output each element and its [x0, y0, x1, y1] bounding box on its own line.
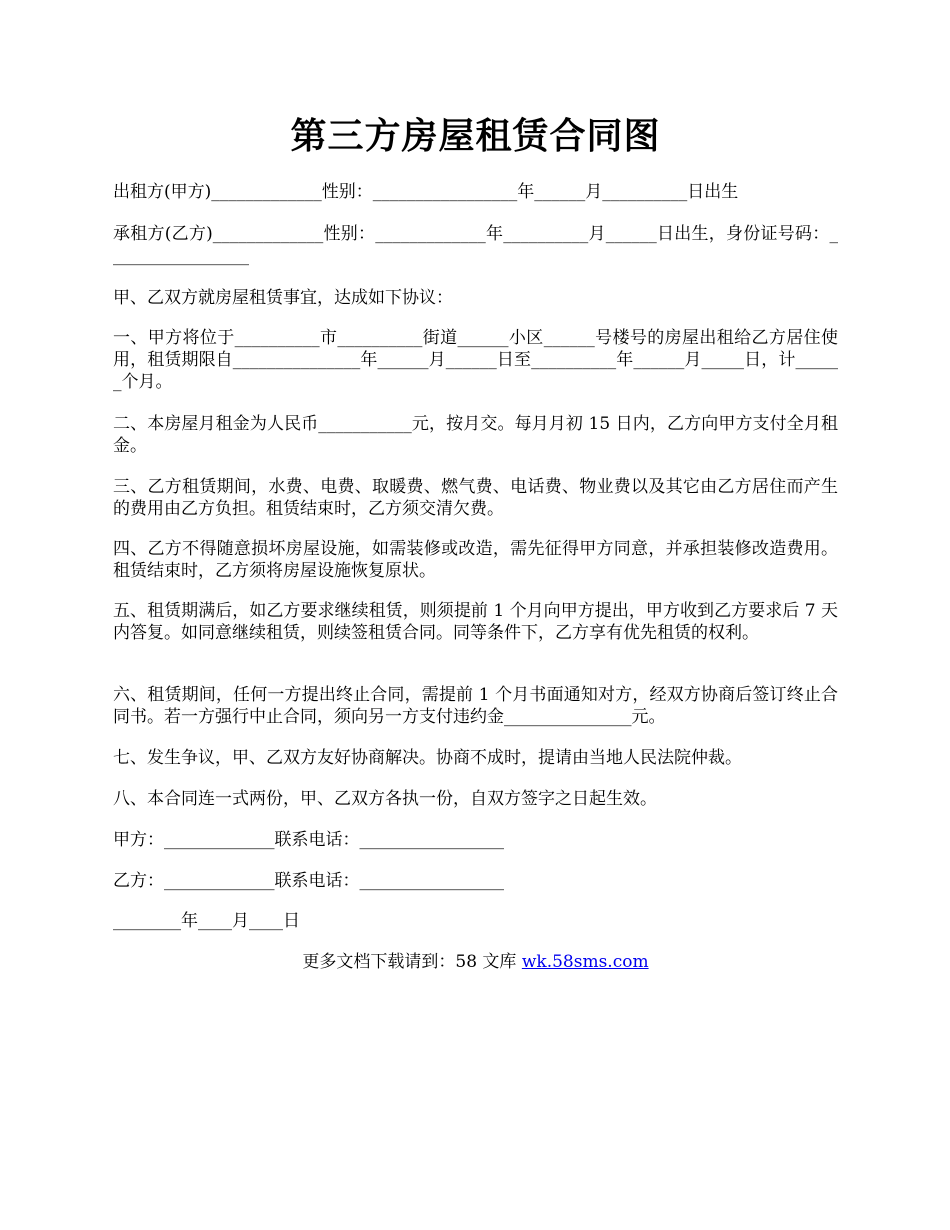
clause-7: 七、发生争议，甲、乙双方友好协商解决。协商不成时，提请由当地人民法院仲裁。 — [113, 748, 742, 768]
document-title: 第三方房屋租赁合同图 — [290, 115, 661, 157]
footer-text: 更多文档下载请到：58 文库 — [302, 952, 522, 972]
clause-3: 三、乙方租赁期间，水费、电费、取暖费、燃气费、电话费、物业费以及其它由乙方居住而产生的费用由乙方负担。租赁结束时，乙方须交清欠费。 — [113, 477, 838, 519]
lessor-info-line: 出租方(甲方)_____________性别：_________________年______月__________日出生 — [113, 182, 739, 202]
footer-link[interactable]: wk.58sms.com — [521, 952, 649, 972]
clause-1: 一、甲方将位于__________市__________街道______小区______号楼号的房屋出租给乙方居住使用，租赁期限自_______________年______月______日至__________年______月_____日，计______个月。 — [113, 328, 838, 392]
clause-5: 五、租赁期满后，如乙方要求继续租赁，则须提前 1 个月向甲方提出，甲方收到乙方要求后 7 天内答复。如同意继续租赁，则续签租赁合同。同等条件下，乙方享有优先租赁的权利。 — [113, 601, 838, 643]
clause-8: 八、本合同连一式两份，甲、乙双方各执一份，自双方签字之日起生效。 — [113, 789, 657, 809]
clause-2: 二、本房屋月租金为人民币___________元，按月交。每月月初 15 日内，乙方向甲方支付全月租金。 — [113, 414, 838, 456]
party-a-signature-line: 甲方：_____________联系电话：_________________ — [113, 830, 504, 850]
clause-4: 四、乙方不得随意损坏房屋设施，如需装修或改造，需先征得甲方同意，并承担装修改造费用。租赁结束时，乙方须将房屋设施恢复原状。 — [113, 539, 838, 581]
party-b-signature-line: 乙方：_____________联系电话：_________________ — [113, 871, 504, 891]
lessee-info-line: 承租方(乙方)_____________性别：_____________年__________月______日出生，身份证号码：_________________ — [113, 224, 838, 266]
date-line: ________年____月____日 — [113, 911, 300, 931]
agreement-intro: 甲、乙双方就房屋租赁事宜，达成如下协议： — [113, 288, 453, 308]
clause-6: 六、租赁期间，任何一方提出终止合同，需提前 1 个月书面通知对方，经双方协商后签订终止合同书。若一方强行中止合同，须向另一方支付违约金_______________元。 — [113, 685, 838, 727]
download-footer — [113, 951, 838, 973]
